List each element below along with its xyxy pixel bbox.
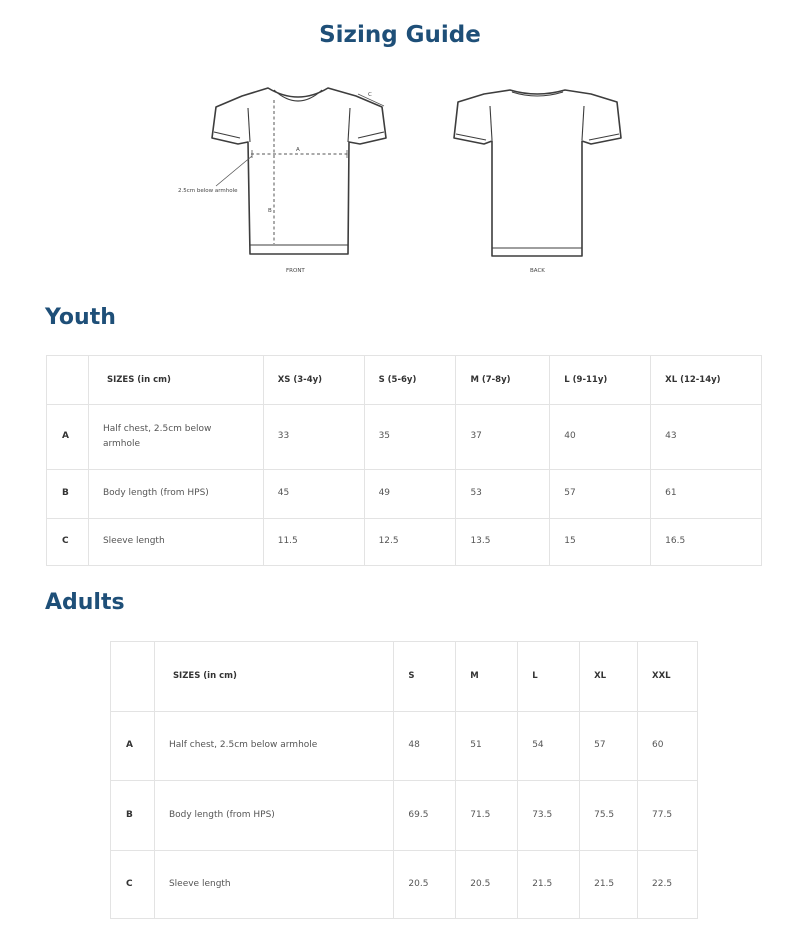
size-header: XL <box>580 642 638 712</box>
table-cell: 13.5 <box>456 519 550 566</box>
table-row <box>111 712 698 781</box>
table-cell: 43 <box>651 405 762 470</box>
table-cell: 20.5 <box>394 851 456 919</box>
table-cell: 15 <box>550 519 651 566</box>
table-cell: 12.5 <box>364 519 456 566</box>
row-key: C <box>47 519 89 566</box>
table-cell: 22.5 <box>638 851 698 919</box>
back-tshirt <box>454 90 621 256</box>
table-row <box>47 519 762 566</box>
table-row <box>47 405 762 470</box>
table-cell: 57 <box>580 712 638 781</box>
back-label: BACK <box>530 268 545 274</box>
front-label: FRONT <box>286 268 305 274</box>
table-cell: 21.5 <box>580 851 638 919</box>
table-cell: 35 <box>364 405 456 470</box>
tshirt-diagram <box>170 78 660 278</box>
mark-c: C <box>368 92 372 98</box>
table-cell: 60 <box>638 712 698 781</box>
tshirt-diagram-svg <box>170 78 660 278</box>
adults-heading: Adults <box>45 590 125 615</box>
sizes-header: SIZES (in cm) <box>154 642 393 712</box>
table-row <box>47 470 762 519</box>
mark-b: B <box>268 208 272 214</box>
table-cell: 37 <box>456 405 550 470</box>
table-row <box>111 781 698 851</box>
table-cell: 20.5 <box>456 851 518 919</box>
youth-heading: Youth <box>45 305 116 330</box>
table-cell: 53 <box>456 470 550 519</box>
size-header: XS (3-4y) <box>263 356 364 405</box>
mark-a: A <box>296 147 300 153</box>
table-cell: 40 <box>550 405 651 470</box>
youth-header-row <box>47 356 762 405</box>
adults-size-table <box>110 641 698 919</box>
table-cell: 45 <box>263 470 364 519</box>
row-label: Sleeve length <box>154 851 393 919</box>
size-header: M (7-8y) <box>456 356 550 405</box>
adults-header-row <box>111 642 698 712</box>
row-label: Body length (from HPS) <box>154 781 393 851</box>
table-cell: 21.5 <box>518 851 580 919</box>
size-header: S (5-6y) <box>364 356 456 405</box>
armhole-note: 2.5cm below armhole <box>178 188 238 194</box>
row-label: Half chest, 2.5cm below armhole <box>88 405 263 470</box>
table-cell: 49 <box>364 470 456 519</box>
sizes-header: SIZES (in cm) <box>88 356 263 405</box>
page-title: Sizing Guide <box>319 22 481 48</box>
size-header: S <box>394 642 456 712</box>
row-key: A <box>111 712 155 781</box>
row-key: B <box>111 781 155 851</box>
header-corner-cell <box>47 356 89 405</box>
row-key: B <box>47 470 89 519</box>
table-cell: 61 <box>651 470 762 519</box>
table-cell: 69.5 <box>394 781 456 851</box>
table-cell: 11.5 <box>263 519 364 566</box>
row-label: Half chest, 2.5cm below armhole <box>154 712 393 781</box>
size-header: L (9-11y) <box>550 356 651 405</box>
table-cell: 48 <box>394 712 456 781</box>
table-cell: 33 <box>263 405 364 470</box>
row-label: Sleeve length <box>88 519 263 566</box>
youth-size-table <box>46 355 762 566</box>
table-cell: 77.5 <box>638 781 698 851</box>
table-cell: 51 <box>456 712 518 781</box>
size-header: M <box>456 642 518 712</box>
size-header: XXL <box>638 642 698 712</box>
table-cell: 73.5 <box>518 781 580 851</box>
table-cell: 16.5 <box>651 519 762 566</box>
size-header: XL (12-14y) <box>651 356 762 405</box>
table-cell: 54 <box>518 712 580 781</box>
row-key: C <box>111 851 155 919</box>
table-cell: 75.5 <box>580 781 638 851</box>
header-corner-cell <box>111 642 155 712</box>
table-cell: 57 <box>550 470 651 519</box>
row-key: A <box>47 405 89 470</box>
row-label: Body length (from HPS) <box>88 470 263 519</box>
table-row <box>111 851 698 919</box>
front-tshirt <box>212 88 386 254</box>
size-header: L <box>518 642 580 712</box>
table-cell: 71.5 <box>456 781 518 851</box>
